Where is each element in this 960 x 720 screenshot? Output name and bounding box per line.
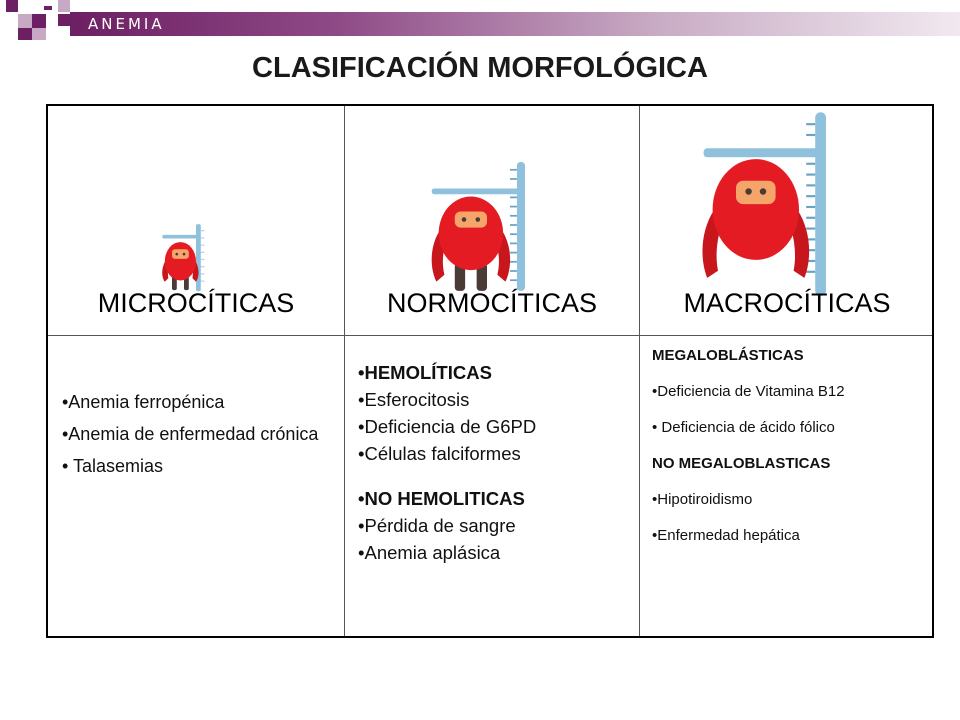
list-item: •Esferocitosis <box>358 389 470 410</box>
column-heading-micro: MICROCÍTICAS <box>97 288 295 318</box>
banner-title: ANEMIA <box>88 15 165 33</box>
row-divider <box>48 335 932 336</box>
list-item: •Pérdida de sangre <box>358 515 516 536</box>
list-item: • Talasemias <box>62 456 164 476</box>
header-cell-macro <box>640 106 934 335</box>
decor-square <box>18 14 32 28</box>
decor-square <box>32 28 46 40</box>
group-heading-no-megaloblasticas: NO MEGALOBLASTICAS <box>652 455 831 472</box>
column-heading-macro: MACROCÍTICAS <box>683 288 891 318</box>
decor-square <box>44 6 52 10</box>
decor-square <box>58 14 70 26</box>
header-cell-micro <box>48 106 344 335</box>
medium-mascot-icon <box>429 162 545 292</box>
banner-bar <box>70 12 960 36</box>
decor-square <box>6 0 18 12</box>
group-heading-no-hemoliticas: •NO HEMOLITICAS <box>358 488 525 509</box>
group-heading-megaloblasticas: MEGALOBLÁSTICAS <box>652 347 804 364</box>
spacer <box>358 467 638 485</box>
normo-list <box>358 359 638 566</box>
header-cell-normo <box>345 106 639 335</box>
list-item: •Deficiencia de G6PD <box>358 416 537 437</box>
classification-table <box>46 104 934 638</box>
group-heading-hemoliticas: •HEMOLÍTICAS <box>358 362 492 383</box>
list-item: • Deficiencia de ácido fólico <box>652 419 835 436</box>
list-item: •Enfermedad hepática <box>652 527 800 544</box>
decor-square <box>58 0 70 12</box>
list-item: •Anemia aplásica <box>358 542 501 563</box>
column-heading-normo: NORMOCÍTICAS <box>386 288 597 318</box>
list-item: •Hipotiroidismo <box>652 491 753 508</box>
top-banner <box>0 0 960 40</box>
macro-list <box>652 346 928 562</box>
list-item: •Anemia de enfermedad crónica <box>62 424 319 444</box>
list-item: •Deficiencia de Vitamina B12 <box>652 383 845 400</box>
slide-title: CLASIFICACIÓN MORFOLÓGICA <box>252 52 708 84</box>
list-item: •Anemia ferropénica <box>62 392 225 412</box>
decor-square <box>32 14 46 28</box>
micro-list <box>62 390 332 486</box>
small-mascot-icon <box>160 224 220 292</box>
decor-square <box>18 28 32 40</box>
large-mascot-icon <box>700 112 880 298</box>
list-item: •Células falciformes <box>358 443 521 464</box>
